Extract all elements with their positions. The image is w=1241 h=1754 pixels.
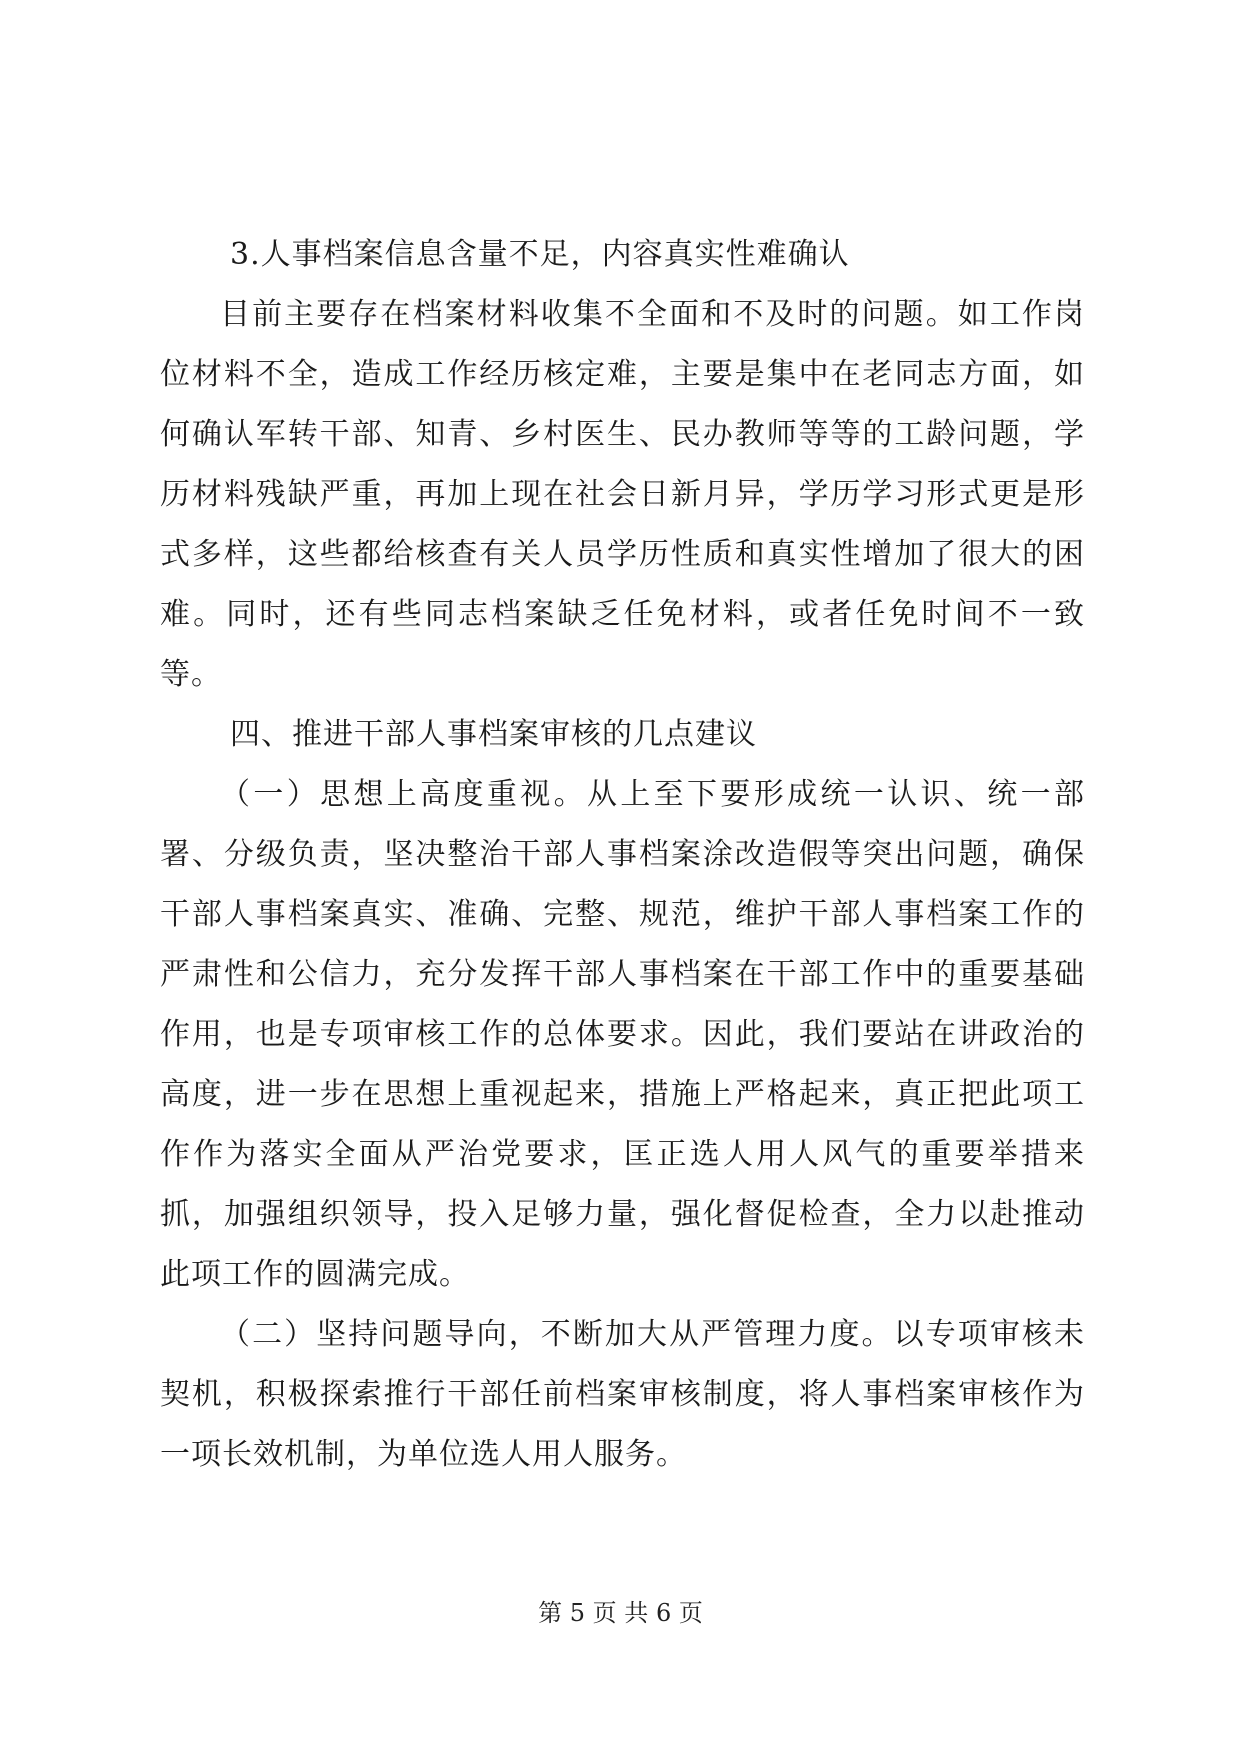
paragraph-suggestion-2: （二）坚持问题导向，不断加大从严管理力度。以专项审核未契机，积极探索推行干部任前档案审核制度，将人事档案审核作为一项长效机制，为单位选人用人服务。 (160, 1317, 1085, 1472)
page-number-footer: 第 5 页 共 6 页 (538, 1599, 703, 1627)
section-heading-suggestions: 四、推进干部人事档案审核的几点建议 (230, 717, 757, 752)
section-heading-3: 3.人事档案信息含量不足，内容真实性难确认 (230, 237, 850, 272)
paragraph-archive-issues: 目前主要存在档案材料收集不全面和不及时的问题。如工作岗位材料不全，造成工作经历核定难，主要是集中在老同志方面，如何确认军转干部、知青、乡村医生、民办教师等等的工龄问题，学历材料残缺严重，再加上现在社会日新月异，学历学习形式更是形式多样，这些都给核查有关人员学历性质和真实性增加了很大的困难。同时，还有些同志档案缺乏任免材料，或者任免时间不一致等。 (160, 297, 1085, 692)
document-body (160, 225, 1085, 1485)
paragraph-suggestion-1: （一）思想上高度重视。从上至下要形成统一认识、统一部署、分级负责，坚决整治干部人事档案涂改造假等突出问题，确保干部人事档案真实、准确、完整、规范，维护干部人事档案工作的严肃性和公信力，充分发挥干部人事档案在干部工作中的重要基础作用，也是专项审核工作的总体要求。因此，我们要站在讲政治的高度，进一步在思想上重视起来，措施上严格起来，真正把此项工作作为落实全面从严治党要求，匡正选人用人风气的重要举措来抓，加强组织领导，投入足够力量，强化督促检查，全力以赴推动此项工作的圆满完成。 (160, 777, 1085, 1292)
